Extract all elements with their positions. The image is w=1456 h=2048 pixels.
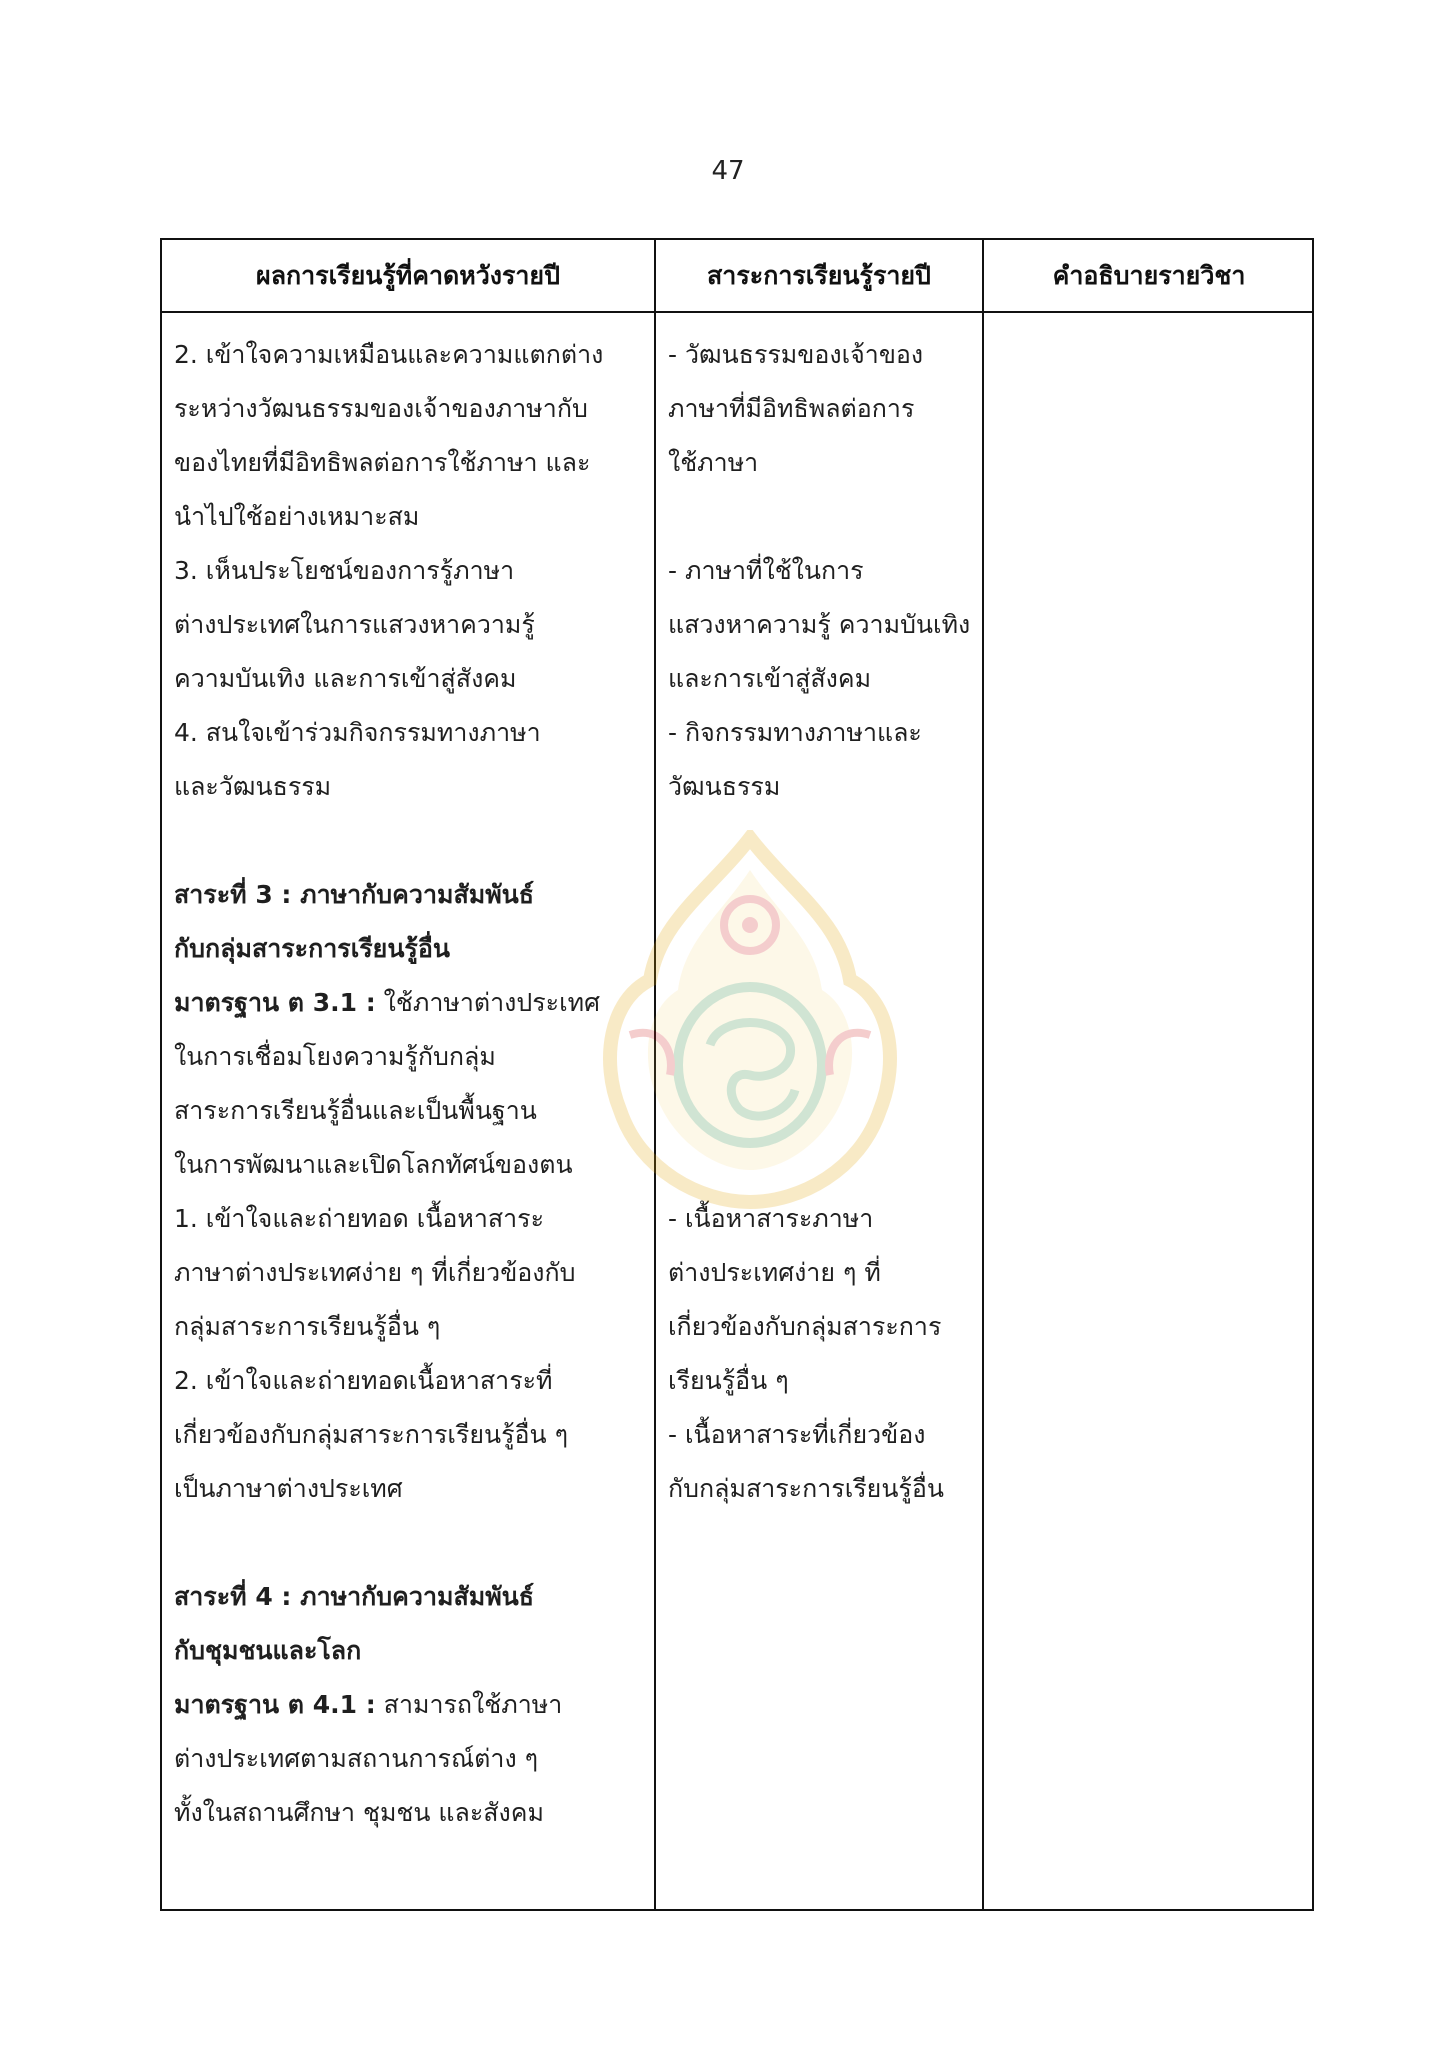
standard-4-1 xyxy=(174,1678,648,1732)
header-learning-content: สาระการเรียนรู้รายปี xyxy=(707,260,931,290)
text-line: นำไปใช้อย่างเหมาะสม xyxy=(174,502,420,531)
text-line: กลุ่มสาระการเรียนรู้อื่น ๆ xyxy=(174,1312,441,1341)
text-line: ภาษาต่างประเทศง่าย ๆ ที่เกี่ยวข้องกับ xyxy=(174,1258,576,1287)
spacer xyxy=(668,922,974,976)
text-line: ความบันเทิง และการเข้าสู่สังคม xyxy=(174,664,517,693)
curriculum-table xyxy=(160,238,1314,1911)
spacer xyxy=(668,976,974,1030)
text-line: ต่างประเทศในการแสวงหาความรู้ xyxy=(174,610,535,639)
header-expected-outcomes: ผลการเรียนรู้ที่คาดหวังรายปี xyxy=(256,260,560,290)
text-line: - ภาษาที่ใช้ในการ xyxy=(668,556,864,585)
strand-4-title: สาระที่ 4 : ภาษากับความสัมพันธ์ xyxy=(174,1582,535,1611)
text-line: - วัฒนธรรมของเจ้าของ xyxy=(668,340,924,369)
text-line: ต่างประเทศง่าย ๆ ที่ xyxy=(668,1258,881,1287)
text-line: 1. เข้าใจและถ่ายทอด เนื้อหาสาระ xyxy=(174,1204,545,1233)
text-line: - เนื้อหาสาระที่เกี่ยวข้อง xyxy=(668,1420,926,1449)
text-line: กับกลุ่มสาระการเรียนรู้อื่น xyxy=(668,1474,944,1503)
spacer xyxy=(668,490,974,544)
expected-outcomes-column xyxy=(174,328,648,1840)
standard-text: สามารถใช้ภาษา xyxy=(375,1690,563,1719)
text-line: เรียนรู้อื่น ๆ xyxy=(668,1366,789,1395)
text-line: สาระการเรียนรู้อื่นและเป็นพื้นฐาน xyxy=(174,1096,537,1125)
strand-3-title: กับกลุ่มสาระการเรียนรู้อื่น xyxy=(174,934,450,963)
standard-label: มาตรฐาน ต 4.1 : xyxy=(174,1690,376,1719)
spacer xyxy=(668,1030,974,1084)
text-line: 2. เข้าใจความเหมือนและความแตกต่าง xyxy=(174,340,604,369)
text-line: เกี่ยวข้องกับกลุ่มสาระการเรียนรู้อื่น ๆ xyxy=(174,1420,568,1449)
text-line: ของไทยที่มีอิทธิพลต่อการใช้ภาษา และ xyxy=(174,448,591,477)
column-divider xyxy=(654,240,656,1909)
text-line: เป็นภาษาต่างประเทศ xyxy=(174,1474,403,1503)
text-line: - กิจกรรมทางภาษาและ xyxy=(668,718,922,747)
text-line: เกี่ยวข้องกับกลุ่มสาระการ xyxy=(668,1312,942,1341)
strand-4-title: กับชุมชนและโลก xyxy=(174,1636,362,1665)
text-line: แสวงหาความรู้ ความบันเทิง xyxy=(668,610,971,639)
text-line: วัฒนธรรม xyxy=(668,772,781,801)
text-line: ทั้งในสถานศึกษา ชุมชน และสังคม xyxy=(174,1798,544,1827)
text-line: และการเข้าสู่สังคม xyxy=(668,664,872,693)
header-divider xyxy=(162,311,1312,313)
text-line: - เนื้อหาสาระภาษา xyxy=(668,1204,874,1233)
page-number: 47 xyxy=(711,156,745,186)
standard-text: ใช้ภาษาต่างประเทศ xyxy=(375,988,600,1017)
text-line: ในการพัฒนาและเปิดโลกทัศน์ของตน xyxy=(174,1150,573,1179)
text-line: 2. เข้าใจและถ่ายทอดเนื้อหาสาระที่ xyxy=(174,1366,553,1395)
spacer xyxy=(668,868,974,922)
text-line: 4. สนใจเข้าร่วมกิจกรรมทางภาษา xyxy=(174,718,541,747)
text-line: ใช้ภาษา xyxy=(668,448,759,477)
standard-label: มาตรฐาน ต 3.1 : xyxy=(174,988,376,1017)
text-line: ภาษาที่มีอิทธิพลต่อการ xyxy=(668,394,915,423)
text-line: ต่างประเทศตามสถานการณ์ต่าง ๆ xyxy=(174,1744,539,1773)
standard-3-1 xyxy=(174,976,648,1030)
learning-content-column xyxy=(668,328,974,1516)
spacer xyxy=(668,814,974,868)
text-line: ในการเชื่อมโยงความรู้กับกลุ่ม xyxy=(174,1042,496,1071)
text-line: ระหว่างวัฒนธรรมของเจ้าของภาษากับ xyxy=(174,394,588,423)
column-divider xyxy=(982,240,984,1909)
header-course-description: คำอธิบายรายวิชา xyxy=(1052,260,1246,290)
spacer xyxy=(668,1084,974,1138)
strand-3-title: สาระที่ 3 : ภาษากับความสัมพันธ์ xyxy=(174,880,535,909)
spacer xyxy=(174,1516,648,1570)
text-line: 3. เห็นประโยชน์ของการรู้ภาษา xyxy=(174,556,515,585)
text-line: และวัฒนธรรม xyxy=(174,772,332,801)
spacer xyxy=(668,1138,974,1192)
spacer xyxy=(174,814,648,868)
